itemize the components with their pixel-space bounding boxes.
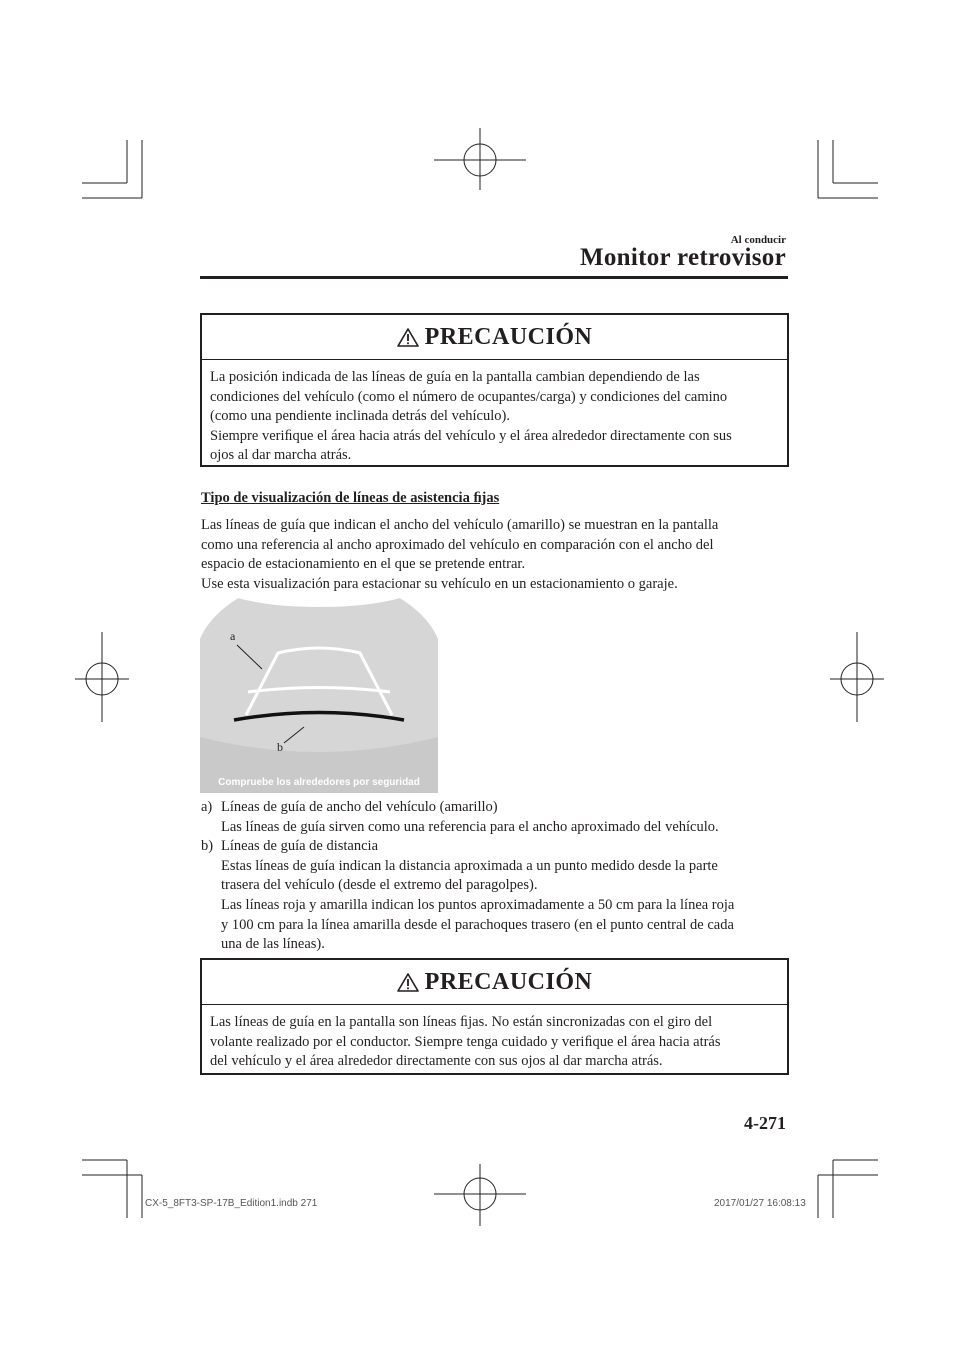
page-number: 4-271 bbox=[744, 1113, 786, 1133]
caution-text bbox=[202, 360, 787, 466]
legend-line: y 100 cm para la línea amarilla desde el parachoques trasero (en el punto central de cada bbox=[221, 916, 734, 933]
footer-timestamp: 2017/01/27 16:08:13 bbox=[714, 1198, 806, 1209]
caution-header bbox=[202, 315, 787, 360]
legend-title: Líneas de guía de distancia bbox=[221, 838, 379, 855]
warning-triangle-icon bbox=[397, 973, 419, 992]
caution-line: del vehículo y el área alrededor directamente con sus ojos al dar marcha atrás. bbox=[210, 1053, 663, 1070]
figure-legend bbox=[201, 798, 791, 955]
intro-line: Use esta visualización para estacionar su vehículo en un estacionamiento o garaje. bbox=[201, 575, 678, 592]
legend-item-b bbox=[201, 837, 791, 955]
caution-title: PRECAUCIÓN bbox=[424, 323, 593, 350]
screen-warning-text: Compruebe los alrededores por seguridad bbox=[218, 777, 420, 788]
caution-header bbox=[202, 960, 787, 1005]
caution-line: condiciones del vehículo (como el número de ocupantes/carga) y condiciones del camino bbox=[210, 388, 728, 405]
intro-line: espacio de estacionamiento en el que se pretende entrar. bbox=[201, 556, 526, 573]
legend-line: una de las líneas). bbox=[221, 936, 325, 953]
figure-label-a: a bbox=[230, 629, 236, 643]
rear-view-monitor-figure bbox=[200, 597, 438, 793]
caution-line: (como una pendiente inclinada detrás del vehículo). bbox=[210, 408, 510, 425]
caution-text bbox=[202, 1005, 787, 1072]
caution-line: volante realizado por el conductor. Siempre tenga cuidado y veriﬁque el área hacia atrás bbox=[210, 1033, 721, 1050]
legend-marker: a) bbox=[201, 799, 213, 815]
caution-line: ojos al dar marcha atrás. bbox=[210, 447, 352, 464]
legend-item-a bbox=[201, 798, 791, 837]
figure-label-b: b bbox=[277, 740, 283, 754]
legend-marker: b) bbox=[201, 838, 214, 855]
monitor-screen-illustration bbox=[200, 597, 438, 793]
legend-title: Líneas de guía de ancho del vehículo (amarillo) bbox=[221, 799, 498, 815]
legend-line: Las líneas de guía sirven como una referencia para el ancho aproximado del vehículo. bbox=[221, 818, 719, 835]
legend-line: Las líneas roja y amarilla indican los puntos aproximadamente a 50 cm para la línea roja bbox=[221, 896, 735, 913]
intro-paragraph bbox=[201, 516, 791, 594]
warning-triangle-icon bbox=[397, 328, 419, 347]
caution-line: Siempre veriﬁque el área hacia atrás del vehículo y el área alrededor directamente con sus bbox=[210, 427, 732, 444]
caution-box-2 bbox=[200, 958, 789, 1075]
caution-line: La posición indicada de las líneas de guía en la pantalla cambian dependiendo de las bbox=[210, 369, 700, 385]
footer-file: CX-5_8FT3-SP-17B_Edition1.indb 271 bbox=[145, 1198, 318, 1209]
intro-line: como una referencia al ancho aproximado del vehículo en comparación con el ancho del bbox=[201, 536, 714, 553]
legend-line: Estas líneas de guía indican la distancia aproximada a un punto medido desde la parte bbox=[221, 857, 718, 874]
page-title: Monitor retrovisor bbox=[579, 244, 786, 271]
section-label: Al conducir bbox=[730, 234, 786, 246]
legend-line: trasera del vehículo (desde el extremo del paragolpes). bbox=[221, 877, 538, 894]
caution-title: PRECAUCIÓN bbox=[424, 968, 593, 995]
caution-box-1 bbox=[200, 313, 789, 467]
caution-line: Las líneas de guía en la pantalla son líneas ﬁjas. No están sincronizadas con el giro del bbox=[210, 1014, 713, 1030]
section-heading: Tipo de visualización de líneas de asistencia ﬁjas bbox=[201, 490, 500, 506]
intro-line: Las líneas de guía que indican el ancho del vehículo (amarillo) se muestran en la pantalla bbox=[201, 517, 719, 533]
header-rule bbox=[200, 276, 788, 279]
